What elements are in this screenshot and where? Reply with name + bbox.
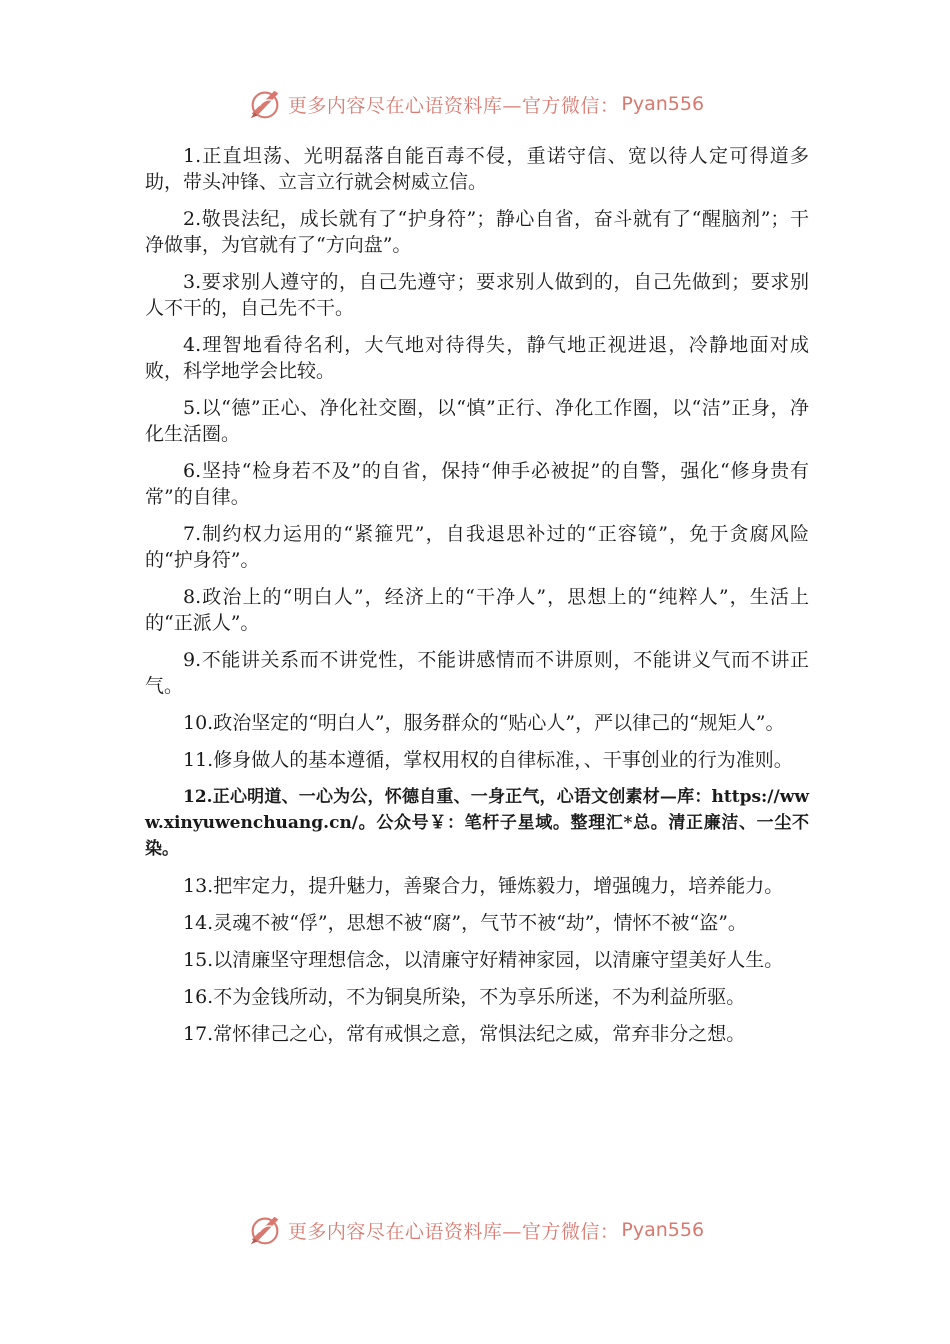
pen-circle-logo-icon [246,85,284,123]
banner-text: 更多内容尽在心语资料库—官方微信： [287,1220,620,1243]
list-item: 17.常怀律己之心，常有戒惧之意，常惧法纪之威，常弃非分之想。 [183,1023,746,1045]
header-banner [0,82,950,126]
list-item: 2.敬畏法纪，成长就有了“护身符”；静心自省，奋斗就有了“醒脑剂”；干净做事，为官就有了“方向盘”。 [145,208,809,256]
list-item: 9.不能讲关系而不讲党性，不能讲感情而不讲原则，不能讲义气而不讲正气。 [145,649,809,697]
list-item: 4.理智地看待名利，大气地对待得失，静气地正视进退，冷静地面对成败，科学地学会比较。 [145,334,809,382]
list-item: 15.以清廉坚守理想信念，以清廉守好精神家园，以清廉守望美好人生。 [183,949,784,971]
list-item: 14.灵魂不被“俘”，思想不被“腐”，气节不被“劫”，情怀不被“盗”。 [183,912,747,934]
list-item: 12.正心明道、一心为公，怀德自重、一身正气，心语文创素材—库：https://www.xinyuwenchuang.cn/。公众号￥：笔杆子星域。整理汇*总。清正廉洁、一尘不染。 [145,787,809,859]
pen-circle-logo-icon [246,1211,284,1249]
list-item: 1.正直坦荡、光明磊落自能百毒不侵，重诺守信、宽以待人定可得道多助，带头冲锋、立言立行就会树威立信。 [145,145,809,193]
banner-text: 更多内容尽在心语资料库—官方微信： [287,94,620,117]
banner-wechat-id: Pyan556 [621,93,705,115]
list-item: 8.政治上的“明白人”，经济上的“干净人”，思想上的“纯粹人”，生活上的“正派人”。 [145,586,809,634]
list-item: 6.坚持“检身若不及”的自省，保持“伸手必被捉”的自警，强化“修身贵有常”的自律。 [145,460,809,508]
list-item: 3.要求别人遵守的，自己先遵守；要求别人做到的，自己先做到；要求别人不干的，自己先不干。 [145,271,809,319]
banner-wechat-id: Pyan556 [621,1219,705,1241]
list-item: 7.制约权力运用的“紧箍咒”，自我退思补过的“正容镜”，免于贪腐风险的“护身符”。 [145,523,809,571]
list-item: 16.不为金钱所动，不为铜臭所染，不为享乐所迷，不为利益所驱。 [183,986,746,1008]
footer-banner [0,1208,950,1252]
document-body [145,143,809,1058]
list-item: 13.把牢定力，提升魅力，善聚合力，锤炼毅力，增强魄力，培养能力。 [183,875,784,897]
list-item: 5.以“德”正心、净化社交圈，以“慎”正行、净化工作圈，以“洁”正身，净化生活圈。 [145,397,809,445]
list-item: 11.修身做人的基本遵循，掌权用权的自律标准，、干事创业的行为准则。 [183,749,793,771]
list-item: 10.政治坚定的“明白人”，服务群众的“贴心人”，严以律己的“规矩人”。 [183,712,785,734]
